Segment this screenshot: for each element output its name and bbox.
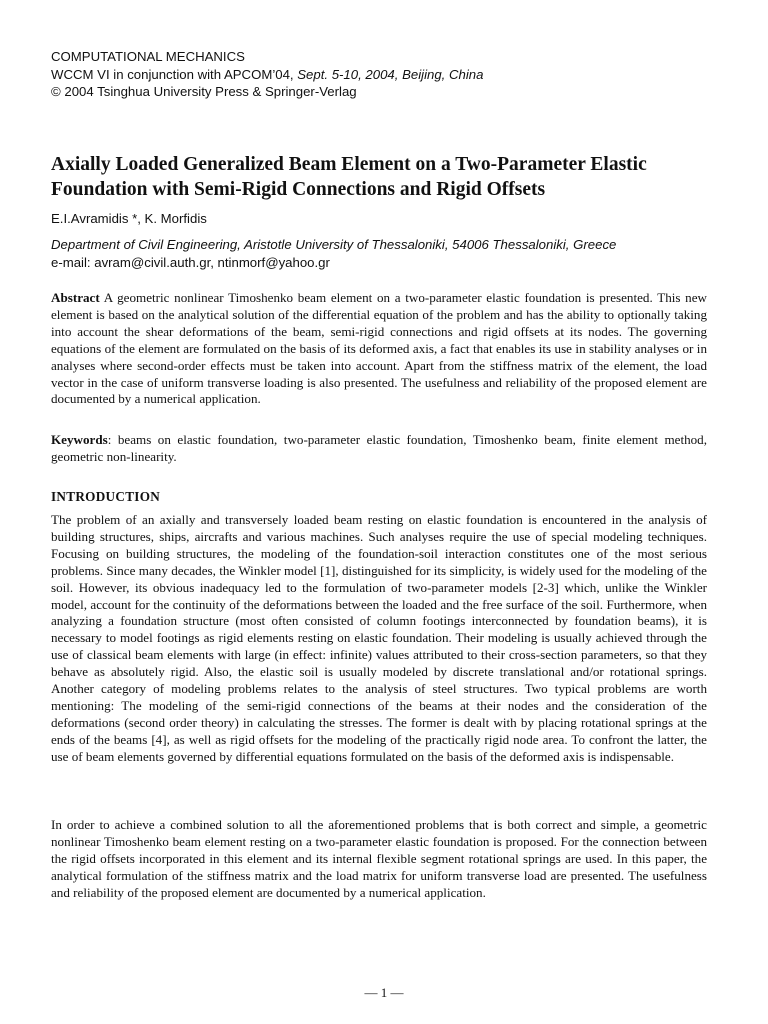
paper-title: Axially Loaded Generalized Beam Element on a Two-Parameter Elastic Foundation with Semi-Rigid Connections and Rigid Offsets	[51, 154, 647, 200]
intro-paragraph-2	[51, 817, 707, 902]
affiliation-text: Department of Civil Engineering, Aristotle University of Thessaloniki, 54006 Thessaloniki, Greece	[51, 237, 617, 252]
affiliation	[51, 236, 711, 254]
email-line: e-mail: avram@civil.auth.gr, ntinmorf@yahoo.gr	[51, 254, 330, 270]
page-number: — 1 —	[364, 985, 404, 1000]
copyright-line: © 2004 Tsinghua University Press & Springer-Verlag	[51, 84, 357, 99]
section-heading-introduction: INTRODUCTION	[51, 489, 161, 504]
conference-date-place: Sept. 5-10, 2004, Beijing, China	[297, 66, 484, 82]
conference-name: WCCM VI in conjunction with APCOM’04,	[51, 66, 298, 82]
keywords-label: Keywords	[51, 432, 108, 447]
intro-paragraph-1-text: The problem of an axially and transversely loaded beam resting on elastic foundation is encountered in the analysis of building structures, ships, aircrafts and various machines. Such analyses require the use of special modeling techniques. Focusing on building structures, the modeling of the foundation-soil interaction constitutes one of the most serious problems. Since many decades, the Winkler model [1], distinguished for its simplicity, is widely used for the modeling of the soil. However, its obvious inadequacy led to the formulation of two-parameter models [2-3] which, unlike the Winkler model, account for the continuity of the deformations between the loaded and the free surface of the soil. Furthermore, when analyzing a foundation structure (most often consisted of column footings interconnected by foundation beams), it is necessary to model footings as rigid elements resting on elastic foundation. Their modeling is usually achieved through the use of classical beam elements with large (in effect: infinite) values attributed to their cross-section parameters, so that they behave as absolutely rigid. Also, the elastic soil is usually modeled by discrete translational and/or rotational springs. Another category of modeling problems relates to the analysis of steel structures. Two typical problems are worth mentioning: The modeling of the semi-rigid connections of the beams at their nodes and the consideration of the deformations (second order theory) in calculating the stresses. The former is dealt with by placing rotational springs at the ends of the beams [4], as well as rigid offsets for the modeling of the practically rigid node area. To confront the latter, the use of beam elements governed by differential equations formulated on the basis of the deformed axis is indispensable.	[51, 512, 707, 764]
affiliation-block	[51, 236, 711, 271]
abstract-text: A geometric nonlinear Timoshenko beam element on a two-parameter elastic foundation is presented. This new element is based on the analytical solution of the differential equation of the problem and has the ability to optionally taking into account the shear deformations of the beam, semi-rigid connections and rigid offsets at its nodes. The governing equations of the element are formulated on the basis of its deformed axis, a fact that enables its use in stability analyses or in analyses where second-order effects must be taken into account. Apart from the stiffness matrix of the element, the load vector in the case of uniform transverse loading is also presented. The usefulness and reliability of the proposed element are documented by a numerical application.	[51, 290, 707, 407]
conference-line	[51, 66, 711, 84]
authors: E.I.Avramidis *, K. Morfidis	[51, 211, 207, 226]
abstract-label: Abstract	[51, 290, 100, 305]
keywords-text: : beams on elastic foundation, two-parameter elastic foundation, Timoshenko beam, finite element method, geometric non-linearity.	[51, 432, 707, 464]
conference-header	[51, 48, 711, 101]
intro-paragraph-1	[51, 512, 707, 766]
abstract	[51, 290, 707, 408]
keywords	[51, 432, 707, 466]
journal-name: COMPUTATIONAL MECHANICS	[51, 49, 245, 64]
intro-paragraph-2-text: In order to achieve a combined solution to all the aforementioned problems that is both correct and simple, a geometric nonlinear Timoshenko beam element resting on a two-parameter elastic foundation is proposed. For the connection between the rigid offsets incorporated in this element and its internal flexible segment rotational springs are used. In this paper, the analytical formulation of the stiffness matrix and the load matrix for uniform transverse load are presented. The usefulness and reliability of the proposed element are documented by a numerical application.	[51, 817, 707, 900]
